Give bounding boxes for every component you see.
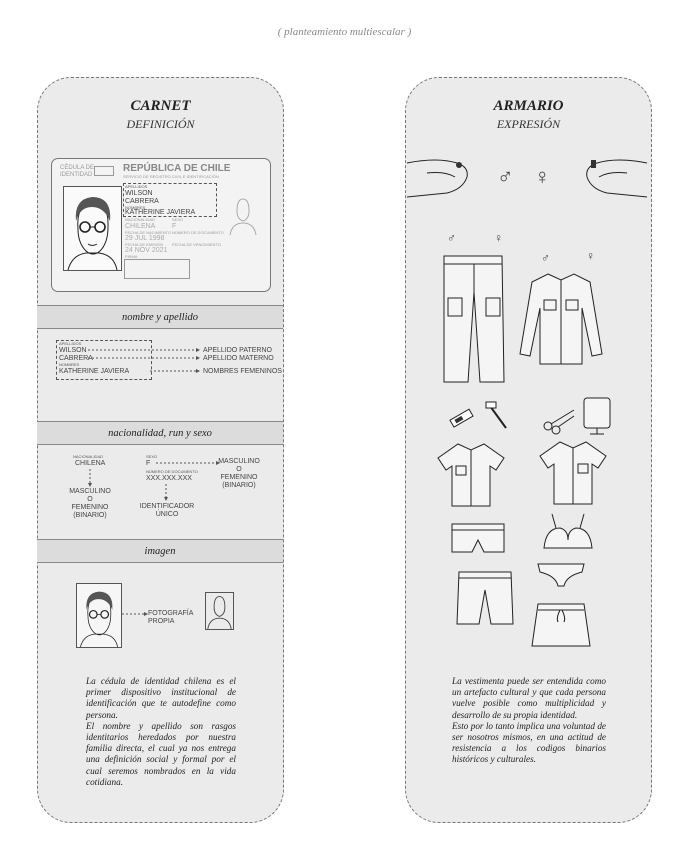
card-nombres: KATHERINE JAVIERA bbox=[125, 209, 196, 216]
panties-icon bbox=[536, 562, 586, 588]
pants-icon bbox=[438, 252, 508, 382]
hands-illustration bbox=[407, 155, 647, 205]
band-nacionalidad: nacionalidad, run y sexo bbox=[37, 421, 283, 445]
razor-icon bbox=[447, 404, 477, 434]
name-arrows bbox=[88, 345, 208, 385]
card-fecha-nac-label: FECHA DE NACIMIENTO bbox=[125, 230, 172, 235]
card-apellido-2: CABRERA bbox=[125, 198, 159, 205]
small-female-symbol-2: ♀ bbox=[586, 249, 595, 263]
shaver-icon bbox=[486, 402, 512, 432]
card-doc-label-2: IDENTIDAD bbox=[60, 172, 93, 178]
bra-icon bbox=[540, 512, 596, 552]
male-symbol: ♂ bbox=[497, 164, 514, 189]
s2-sexo-label: SEXO bbox=[146, 454, 158, 459]
binary-b-3: FEMENINO bbox=[220, 474, 258, 481]
card-nacionalidad-label: NACIONALIDAD bbox=[125, 217, 156, 222]
binary-b-4: (BINARIO) bbox=[222, 482, 256, 489]
card-nombres-label: NOMBRES bbox=[125, 205, 146, 210]
card-fecha-nac: 29 JUL 1998 bbox=[125, 235, 165, 242]
binary-a-1: MASCULINO bbox=[69, 488, 111, 495]
card-portrait bbox=[63, 186, 122, 271]
photo-label-1: FOTOGRAFÍA bbox=[148, 610, 194, 617]
portrait-drawing bbox=[64, 187, 121, 270]
s2-numdoc-label: NÚMERO DE DOCUMENTO bbox=[146, 469, 198, 474]
armario-subtitle: EXPRESIÓN bbox=[496, 117, 561, 131]
s2-sexo: F bbox=[146, 460, 151, 467]
band-imagen: imagen bbox=[37, 539, 283, 563]
card-nacionalidad: CHILENA bbox=[125, 223, 156, 230]
armario-title: ARMARIO bbox=[493, 98, 564, 114]
binary-a-4: (BINARIO) bbox=[73, 512, 107, 519]
card-fecha-venc-label: FECHA DE VENCIMIENTO bbox=[172, 242, 221, 247]
binary-b-1: MASCULINO bbox=[218, 458, 260, 465]
detail-nombres: KATHERINE JAVIERA bbox=[59, 368, 130, 375]
card-apellido-1: WILSON bbox=[125, 190, 153, 197]
detail-apellidos-label: APELLIDOS bbox=[59, 341, 82, 346]
card-ghost-portrait bbox=[228, 195, 258, 235]
id-card bbox=[51, 158, 271, 292]
s2-nacionalidad-label: NACIONALIDAD bbox=[73, 454, 104, 459]
arrow-label-paterno: APELLIDO PATERNO bbox=[203, 347, 272, 354]
binary-b-2: O bbox=[236, 466, 242, 473]
detail-apellido-1: WILSON bbox=[59, 347, 87, 354]
small-male-symbol-1: ♂ bbox=[447, 231, 456, 245]
card-sexo: F bbox=[172, 223, 177, 230]
photo-frame bbox=[76, 583, 122, 648]
detail-apellido-2: CABRERA bbox=[59, 355, 93, 362]
ghost-photo-icon bbox=[206, 593, 233, 629]
female-symbol: ♀ bbox=[534, 164, 551, 189]
s2-nacionalidad: CHILENA bbox=[75, 460, 106, 467]
page-title: ( planteamiento multiescalar ) bbox=[277, 26, 412, 38]
s2-numdoc: XXX.XXX.XXX bbox=[146, 475, 192, 482]
card-fecha-emision: 24 NOV 2021 bbox=[125, 247, 168, 254]
photo-label-2: PROPIA bbox=[148, 618, 175, 625]
mirror-icon bbox=[582, 396, 612, 436]
id-unico-1: IDENTIFICADOR bbox=[139, 503, 195, 510]
skirt-shorts-icon bbox=[530, 600, 592, 648]
detail-nombres-label: NOMBRES bbox=[59, 362, 80, 367]
card-apellidos-label: APELLIDOS bbox=[125, 184, 148, 189]
small-male-symbol-2: ♂ bbox=[541, 251, 550, 265]
card-fecha-emision-label: FECHA DE EMISIÓN bbox=[125, 242, 164, 247]
card-doc-label: CÉDULA DE bbox=[60, 165, 95, 171]
small-female-symbol-1: ♀ bbox=[494, 231, 503, 245]
armario-paragraph: La vestimenta puede ser entendida como un artefacto cultural y que cada persona vuelve posible como multiplicidad y desarrollo de su propia identidad. Esto por lo tanto implica una voluntad de ser nosotros mismos, en una actitud de resistencia a los codigos binarios históricos y culturales. bbox=[452, 676, 606, 765]
card-firma-label: FIRMA bbox=[125, 254, 138, 259]
short-shirt-icon-1 bbox=[436, 440, 506, 510]
card-registry: SERVICIO DE REGISTRO CIVIL E IDENTIFICACIÓN bbox=[123, 174, 219, 179]
band-nombre-apellido: nombre y apellido bbox=[37, 305, 283, 329]
card-sexo-label: SEXO bbox=[172, 217, 184, 222]
carnet-title: CARNET bbox=[130, 98, 191, 114]
ghost-photo-frame bbox=[205, 592, 234, 630]
carnet-paragraph: La cédula de identidad chilena es el primer dispositivo institucional de identificación que te autodefine como persona. El nombre y apellido son rasgos identitarios heredados por nuestra familia directa, el cual ya nos entrega una definición social y formal por el cual seremos nombrados en la vida cotidiana. bbox=[86, 676, 236, 787]
shorts-icon bbox=[455, 570, 515, 626]
short-shirt-icon-2 bbox=[538, 438, 608, 508]
carnet-subtitle: DEFINICIÓN bbox=[126, 117, 195, 131]
card-flag bbox=[94, 166, 114, 176]
arrow-label-nombres: NOMBRES FEMENINOS bbox=[203, 368, 282, 375]
binary-a-2: O bbox=[87, 496, 93, 503]
long-shirt-icon bbox=[518, 268, 604, 368]
photo-portrait-drawing bbox=[77, 584, 121, 647]
arrow-label-materno: APELLIDO MATERNO bbox=[203, 355, 274, 362]
binary-a-3: FEMENINO bbox=[71, 504, 109, 511]
card-signature-box bbox=[124, 259, 190, 279]
boxer-icon bbox=[450, 522, 506, 556]
id-unico-2: ÚNICO bbox=[155, 511, 179, 518]
card-country: REPÚBLICA DE CHILE bbox=[123, 163, 231, 174]
card-num-doc-label: NÚMERO DE DOCUMENTO bbox=[172, 230, 224, 235]
scissors-icon bbox=[542, 406, 576, 436]
